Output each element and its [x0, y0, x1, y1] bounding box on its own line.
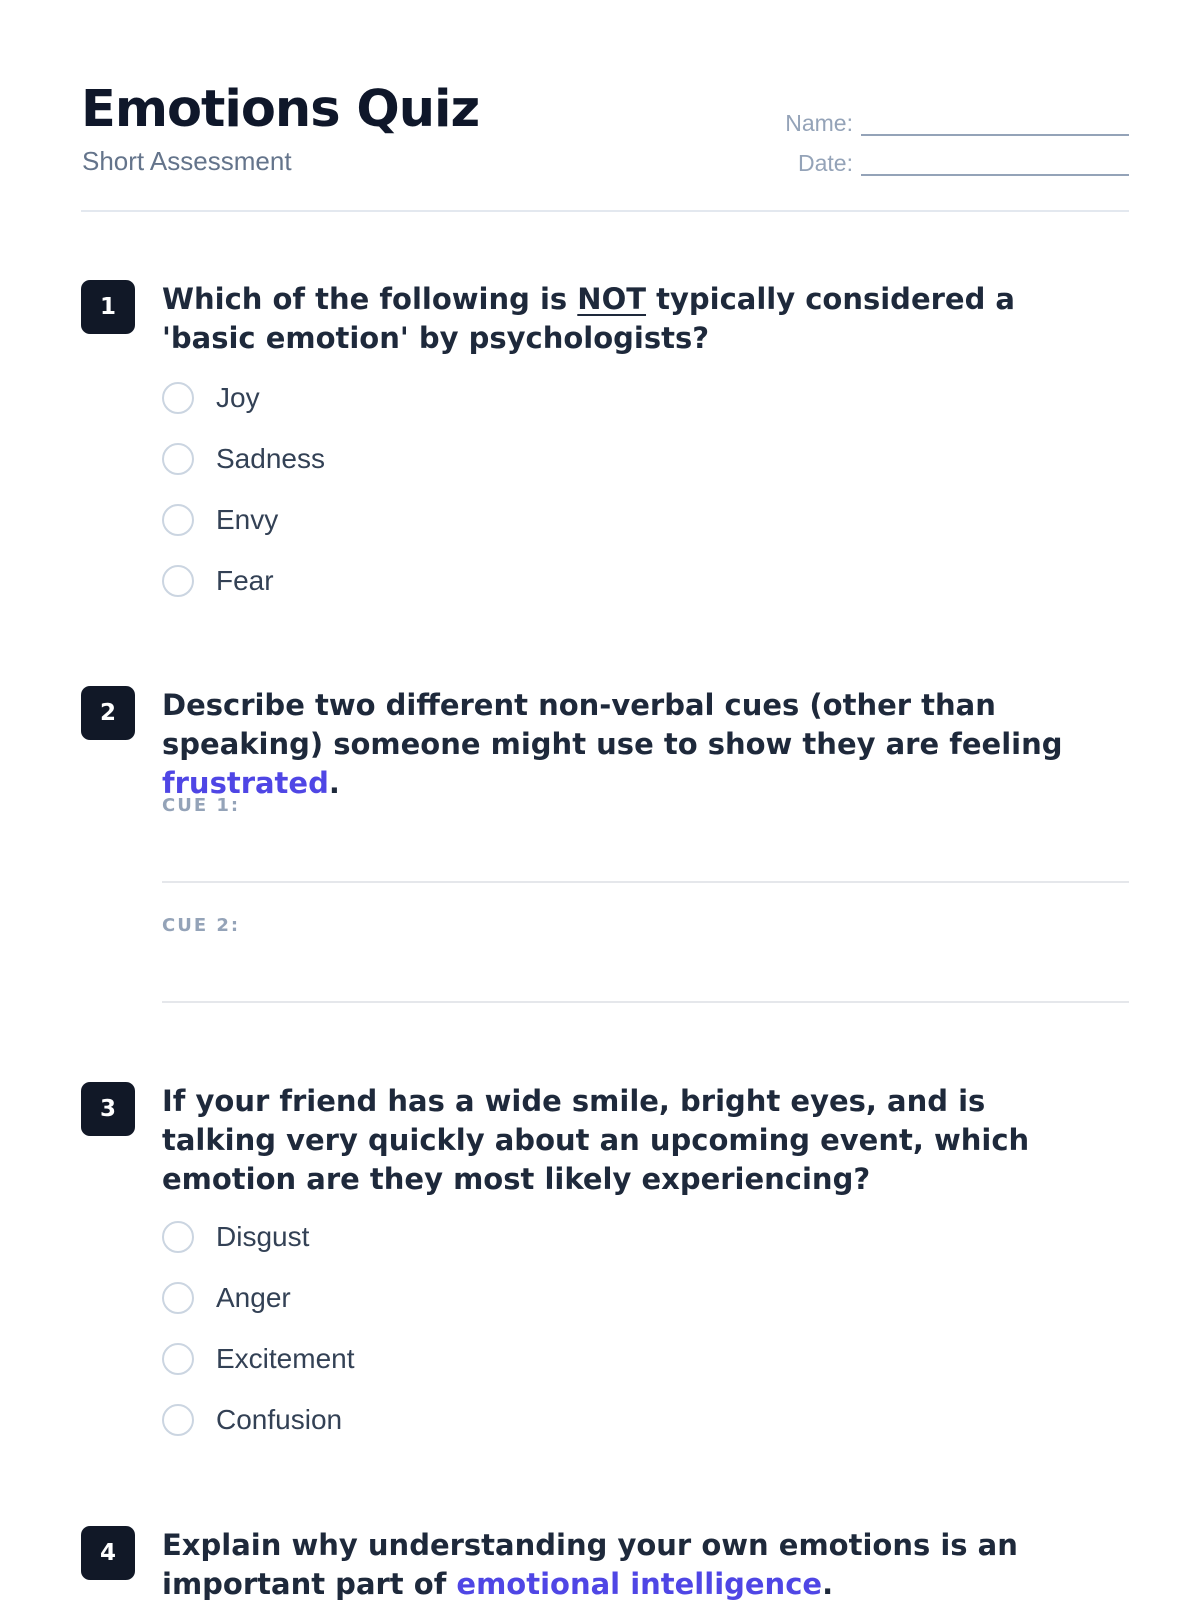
radio-button[interactable]: [162, 443, 194, 475]
question-number-badge: 1: [81, 280, 135, 334]
option-envy[interactable]: [162, 489, 762, 550]
option-joy[interactable]: [162, 367, 762, 428]
radio-button[interactable]: [162, 504, 194, 536]
question-text-part: .: [328, 766, 340, 800]
option-label: Anger: [216, 1281, 291, 1313]
name-field[interactable]: [861, 134, 1129, 136]
question-text-part: typically considered a 'basic emotion' by psychologists?: [162, 282, 1016, 355]
date-label: Date:: [798, 150, 853, 176]
option-label: Confusion: [216, 1403, 343, 1435]
student-info: [769, 108, 1129, 188]
option-label: Disgust: [216, 1220, 310, 1252]
page-subtitle: Short Assessment: [82, 146, 292, 176]
name-row: [769, 108, 1129, 148]
question-text: If your friend has a wide smile, bright eyes, and is talking very quickly about an upcoming event, which emotion are they most likely experiencing?: [162, 1084, 1030, 1196]
radio-button[interactable]: [162, 1404, 194, 1436]
question-text: [162, 1526, 1102, 1600]
option-sadness[interactable]: [162, 428, 762, 489]
question-number-badge: 2: [81, 686, 135, 740]
question-text-part: .: [822, 1567, 834, 1600]
radio-button[interactable]: [162, 382, 194, 414]
cue-1-answer-field[interactable]: [162, 783, 1129, 883]
cue-label: CUE 2:: [162, 915, 241, 936]
question-number-badge: 4: [81, 1526, 135, 1580]
question-text-part: Explain why understanding your own emotions is an important part of: [162, 1528, 1018, 1600]
option-label: Fear: [216, 564, 274, 596]
name-label: Name:: [785, 110, 853, 136]
question-number-badge: 3: [81, 1082, 135, 1136]
page-title: Emotions Quiz: [81, 80, 480, 139]
question-text: [162, 280, 1102, 358]
question-text-part: Describe two different non-verbal cues (other than speaking) someone might use to show they are feeling: [162, 688, 1063, 761]
radio-button[interactable]: [162, 1282, 194, 1314]
date-row: [769, 148, 1129, 188]
cue-2-answer-field[interactable]: [162, 903, 1129, 1003]
answer-options: [162, 1206, 762, 1450]
radio-button[interactable]: [162, 1343, 194, 1375]
option-label: Excitement: [216, 1342, 355, 1374]
highlight-term: frustrated: [162, 766, 329, 800]
option-excitement[interactable]: [162, 1328, 762, 1389]
radio-button[interactable]: [162, 1221, 194, 1253]
option-label: Sadness: [216, 442, 325, 474]
option-label: Joy: [216, 381, 260, 413]
emphasis-not: NOT: [577, 282, 647, 316]
date-field[interactable]: [861, 174, 1129, 176]
option-label: Envy: [216, 503, 279, 535]
radio-button[interactable]: [162, 565, 194, 597]
highlight-term: emotional intelligence: [456, 1567, 823, 1600]
answer-options: [162, 367, 762, 611]
question-text-part: Which of the following is: [162, 282, 578, 316]
option-fear[interactable]: [162, 550, 762, 611]
option-confusion[interactable]: [162, 1389, 762, 1450]
quiz-header: [81, 78, 1129, 212]
option-disgust[interactable]: [162, 1206, 762, 1267]
option-anger[interactable]: [162, 1267, 762, 1328]
cue-label: CUE 1:: [162, 795, 241, 816]
